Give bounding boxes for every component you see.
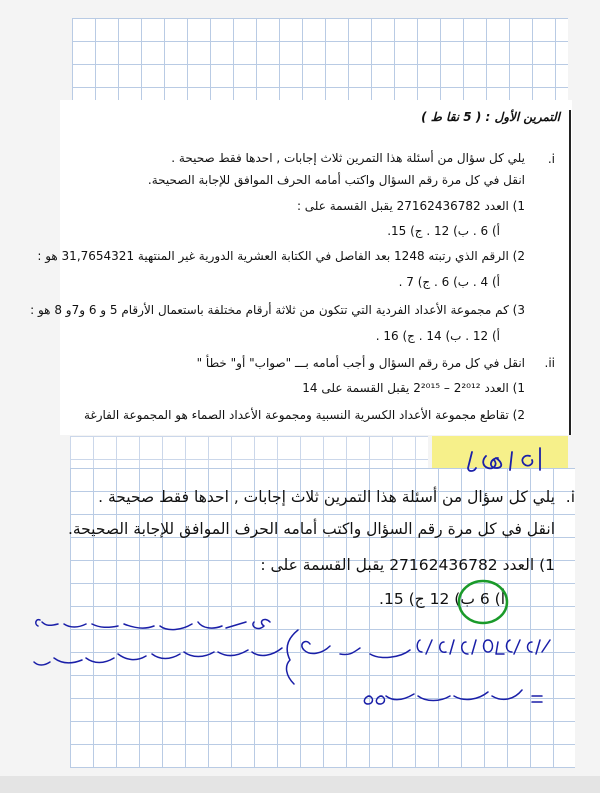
part-ii-item-2: 2) تقاطع مجموعة الأعداد الكسرية النسبية ومجموعة الأعداد الصماء هو المجموعة الفارغة bbox=[83, 408, 525, 422]
question-3-options: أ) 12 . ب) 14 . ج) 16 . bbox=[375, 329, 500, 343]
question-1: 1) العدد 27162436782 يقبل القسمة على : bbox=[296, 199, 525, 213]
part-i-instruction-2: انقل في كل مرة رقم السؤال واكتب أمامه الحرف الموافق للإجابة الصحيحة. bbox=[147, 173, 525, 187]
part-i-marker: i. bbox=[547, 152, 555, 166]
sheet-border bbox=[569, 110, 571, 435]
exercise-title: التمرين الأول : ( 5 نقا ط ) bbox=[421, 110, 560, 124]
bottom-margin bbox=[0, 776, 600, 793]
part-ii-instruction: انقل في كل مرة رقم السؤال و أجب أمامه بـــ "صواب" أو" خطأ " bbox=[196, 356, 525, 370]
part-ii-item-1: 1) العدد 2²⁰¹² – 2²⁰¹⁵ يقبل القسمة على 14 bbox=[302, 381, 525, 395]
grid-paper-bottom bbox=[67, 468, 575, 768]
bottom-question-1: 1) العدد 27162436782 يقبل القسمة على : bbox=[260, 556, 555, 574]
part-i-instruction: يلي كل سؤال من أسئلة هذا التمرين ثلاث إجابات , احدها فقط صحيحة . bbox=[171, 151, 525, 165]
question-2-options: أ) 4 . ب) 6 . ج) 7 . bbox=[398, 275, 500, 289]
question-3: 3) كم مجموعة الأعداد الفردية التي تتكون من ثلاثة أرقام مختلفة باستعمال الأرقام 5 و 6 و7و 8 هو : bbox=[30, 303, 525, 317]
part-ii-marker: ii. bbox=[544, 356, 555, 370]
bottom-part-i-instruction: يلي كل سؤال من أسئلة هذا التمرين ثلاث إجابات , احدها فقط صحيحة . bbox=[98, 488, 555, 506]
bottom-part-i-marker: i. bbox=[565, 488, 575, 506]
question-2: 2) الرقم الذي رتبته 1248 بعد الفاصل في الكتابة العشرية الدورية غير المنتهية 31,7654321 هو : bbox=[37, 249, 525, 263]
question-1-options: أ) 6 . ب) 12 . ج) 15. bbox=[387, 224, 500, 238]
grid-paper-top bbox=[72, 18, 568, 106]
bottom-part-i-instruction-2: انقل في كل مرة رقم السؤال واكتب أمامه الحرف الموافق للإجابة الصحيحة. bbox=[67, 520, 555, 538]
bottom-question-1-options: أ) 6 ب) 12 ج) 15. bbox=[379, 590, 505, 608]
